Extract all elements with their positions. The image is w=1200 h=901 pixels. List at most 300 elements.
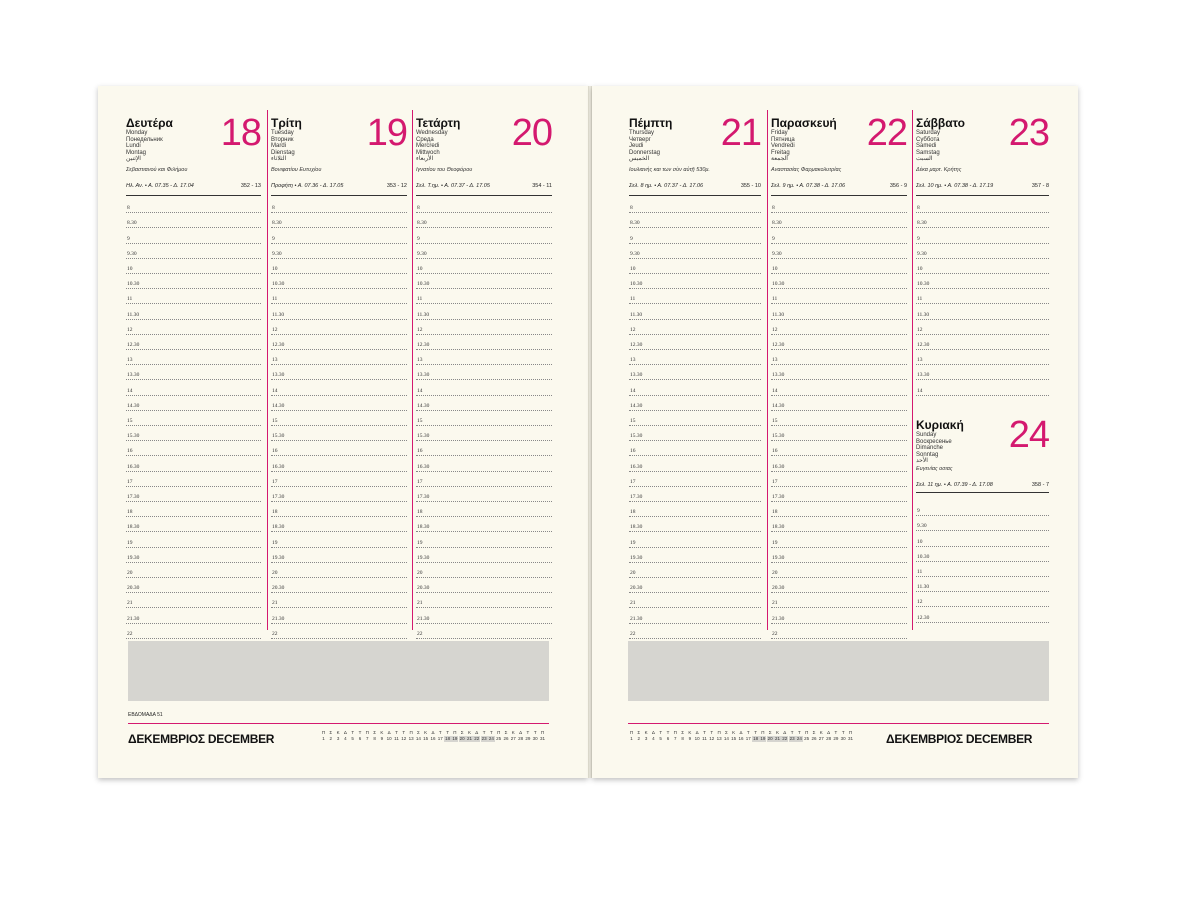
header-rule bbox=[271, 195, 407, 196]
day-translation: Среда bbox=[416, 136, 434, 143]
mini-calendar-date: 18 bbox=[445, 736, 451, 741]
hour-row bbox=[126, 623, 261, 639]
hour-label: 21.30 bbox=[417, 615, 430, 622]
hour-row bbox=[126, 395, 261, 411]
mini-calendar-weekday: Σ bbox=[329, 730, 333, 735]
hour-row bbox=[916, 576, 1049, 592]
hour-row bbox=[126, 212, 261, 228]
mini-calendar-date: 6 bbox=[358, 736, 362, 741]
hour-row bbox=[126, 379, 261, 395]
hour-row bbox=[416, 288, 552, 304]
hour-label: 14 bbox=[917, 387, 923, 394]
hour-row bbox=[771, 471, 907, 487]
hour-row bbox=[271, 379, 407, 395]
hour-label: 15.30 bbox=[272, 433, 285, 440]
mini-calendar-weekday: Σ bbox=[416, 730, 420, 735]
day-translation: Sonntag bbox=[916, 451, 939, 458]
day-translation: الثلاثاء bbox=[271, 156, 287, 162]
hour-label: 16 bbox=[772, 448, 778, 455]
hour-label: 17.30 bbox=[272, 493, 285, 500]
hour-row bbox=[416, 471, 552, 487]
mini-calendar-date: 8 bbox=[681, 736, 684, 741]
day-of-year: 354 - 11 bbox=[532, 183, 552, 189]
mini-calendar-date: 11 bbox=[702, 736, 707, 741]
hour-label: 14.30 bbox=[417, 402, 430, 409]
hour-label: 16.30 bbox=[630, 463, 643, 470]
hour-row bbox=[916, 349, 1049, 365]
mini-calendar-date: 25 bbox=[804, 736, 810, 741]
mini-calendar-date: 26 bbox=[503, 736, 509, 741]
day-translation: Суббота bbox=[916, 136, 940, 143]
mini-calendar-date: 12 bbox=[401, 736, 407, 741]
hour-row bbox=[271, 547, 407, 563]
hour-row bbox=[126, 547, 261, 563]
mini-calendar-weekday: Τ bbox=[754, 730, 757, 735]
day-number: 19 bbox=[366, 112, 407, 154]
hour-label: 16 bbox=[272, 448, 278, 455]
mini-calendar-date: 23 bbox=[481, 736, 487, 741]
hour-label: 13 bbox=[917, 357, 923, 364]
day-translation: Freitag bbox=[771, 149, 790, 156]
hour-label: 19.30 bbox=[417, 554, 430, 561]
hour-row bbox=[629, 471, 761, 487]
hour-row bbox=[271, 395, 407, 411]
hour-row bbox=[771, 577, 907, 593]
mini-calendar-date: 2 bbox=[329, 736, 333, 741]
hour-row bbox=[416, 425, 552, 441]
mini-calendar-weekday: Π bbox=[540, 730, 545, 735]
hour-row bbox=[271, 577, 407, 593]
hour-label: 12.30 bbox=[917, 341, 930, 348]
mini-calendar-date: 1 bbox=[630, 736, 633, 741]
day-translation: Dienstag bbox=[271, 149, 295, 156]
day-number: 21 bbox=[720, 112, 761, 154]
hour-label: 21 bbox=[772, 600, 778, 607]
hour-row bbox=[771, 410, 907, 426]
hour-row bbox=[126, 364, 261, 380]
hour-row bbox=[771, 319, 907, 335]
hour-label: 17 bbox=[417, 478, 423, 485]
hour-label: 8 bbox=[630, 205, 633, 212]
hour-label: 10.30 bbox=[417, 281, 430, 288]
day-translation: Jeudi bbox=[629, 143, 644, 149]
hour-row bbox=[916, 500, 1049, 516]
day-translation: الخميس bbox=[629, 156, 650, 162]
hour-label: 8.30 bbox=[630, 220, 640, 227]
hour-row bbox=[271, 349, 407, 365]
hour-row bbox=[271, 227, 407, 243]
mini-calendar-weekday: Σ bbox=[724, 730, 728, 735]
day-column bbox=[412, 110, 556, 637]
hour-row bbox=[126, 562, 261, 578]
hour-label: 14 bbox=[772, 387, 778, 394]
hour-row bbox=[126, 577, 261, 593]
hour-row bbox=[629, 212, 761, 228]
day-number: 23 bbox=[1008, 112, 1049, 154]
day-number: 24 bbox=[1008, 414, 1049, 456]
hour-label: 19.30 bbox=[630, 554, 643, 561]
hour-row bbox=[126, 349, 261, 365]
mini-calendar-date: 16 bbox=[738, 736, 744, 741]
hour-row bbox=[126, 303, 261, 319]
hour-label: 14 bbox=[127, 387, 133, 394]
hour-label: 13 bbox=[272, 357, 278, 364]
hour-row bbox=[771, 212, 907, 228]
sunrise-sunset: Σελ. 11 ημ. • Α. 07.39 - Δ. 17.08 bbox=[916, 482, 993, 488]
hour-label: 18 bbox=[417, 509, 423, 516]
day-name-translations bbox=[916, 432, 952, 465]
hour-label: 20 bbox=[272, 569, 278, 576]
hour-label: 12.30 bbox=[772, 341, 785, 348]
mini-calendar-weekday: Τ bbox=[490, 730, 493, 735]
hour-label: 10 bbox=[917, 538, 923, 545]
hour-row bbox=[271, 364, 407, 380]
hour-row bbox=[416, 547, 552, 563]
hour-row bbox=[916, 606, 1049, 622]
hour-row bbox=[416, 410, 552, 426]
mini-calendar-weekday: Τ bbox=[710, 730, 714, 735]
day-name: Παρασκευή bbox=[771, 116, 837, 130]
mini-calendar-date: 20 bbox=[459, 736, 465, 741]
name-day-saint: Σεβαστιανού και Φιλήμου bbox=[126, 167, 188, 173]
day-name-translations bbox=[771, 130, 795, 163]
day-translation: Mittwoch bbox=[416, 149, 440, 156]
mini-calendar-weekday: Κ bbox=[380, 730, 384, 735]
day-of-year: 357 - 8 bbox=[1031, 183, 1049, 189]
hour-row bbox=[771, 501, 907, 517]
hour-row bbox=[271, 592, 407, 608]
mini-calendar-weekday: Τ bbox=[482, 730, 486, 735]
mini-calendar-date: 31 bbox=[847, 736, 853, 741]
hour-row bbox=[416, 623, 552, 639]
hour-label: 9.30 bbox=[272, 250, 282, 257]
mini-calendar-date: 4 bbox=[344, 736, 347, 741]
hour-label: 10 bbox=[917, 265, 923, 272]
hour-row bbox=[629, 531, 761, 547]
day-column bbox=[767, 110, 911, 637]
hour-label: 15.30 bbox=[127, 433, 140, 440]
mini-calendar-date: 27 bbox=[510, 736, 516, 741]
day-translation: Donnerstag bbox=[629, 149, 661, 156]
mini-calendar-weekday: Τ bbox=[402, 730, 406, 735]
hour-label: 8 bbox=[772, 205, 775, 212]
hour-row bbox=[416, 455, 552, 471]
mini-calendar-weekday: Δ bbox=[695, 730, 699, 735]
name-day-saint: Βονιφατίου Ευτυχίου bbox=[271, 167, 322, 173]
hour-row bbox=[629, 319, 761, 335]
hour-label: 14 bbox=[272, 387, 278, 394]
day-name-translations bbox=[629, 130, 660, 163]
hour-label: 16.30 bbox=[272, 463, 285, 470]
mini-calendar-weekday: Δ bbox=[387, 730, 391, 735]
hour-label: 17.30 bbox=[630, 493, 643, 500]
hour-label: 13.30 bbox=[630, 372, 643, 379]
left-page bbox=[98, 86, 588, 778]
hour-label: 11.30 bbox=[417, 311, 430, 318]
hour-label: 9 bbox=[272, 235, 275, 242]
day-translation: Понедельник bbox=[126, 136, 163, 143]
day-translation: Samstag bbox=[916, 149, 940, 156]
hour-label: 21.30 bbox=[772, 615, 785, 622]
mini-calendar-date: 21 bbox=[774, 736, 780, 741]
hour-label: 11 bbox=[127, 296, 133, 303]
header-rule bbox=[916, 492, 1049, 493]
hour-row bbox=[126, 425, 261, 441]
mini-calendar-date: 17 bbox=[437, 736, 443, 741]
day-translation: Четверг bbox=[629, 136, 651, 143]
hour-row bbox=[271, 319, 407, 335]
hour-label: 18 bbox=[272, 509, 278, 516]
hour-row bbox=[629, 501, 761, 517]
hour-row bbox=[629, 486, 761, 502]
hour-row bbox=[271, 425, 407, 441]
hour-label: 20.30 bbox=[272, 585, 285, 592]
hour-label: 15 bbox=[272, 417, 278, 424]
hour-row bbox=[126, 258, 261, 274]
mini-calendar-weekday: Κ bbox=[424, 730, 428, 735]
day-name-translations bbox=[271, 130, 295, 163]
day-translation: Friday bbox=[771, 130, 788, 136]
mini-calendar-weekday: Κ bbox=[644, 730, 648, 735]
name-day-saint: Δέκα μαρτ. Κρήτης bbox=[916, 167, 962, 173]
hour-row bbox=[271, 212, 407, 228]
hour-label: 15 bbox=[127, 417, 133, 424]
hour-row bbox=[126, 440, 261, 456]
mini-calendar-date: 10 bbox=[694, 736, 700, 741]
mini-calendar-weekday: Π bbox=[717, 730, 721, 735]
hour-row bbox=[271, 501, 407, 517]
hour-row bbox=[916, 288, 1049, 304]
hour-row bbox=[271, 334, 407, 350]
hour-label: 11 bbox=[272, 296, 278, 303]
header-rule bbox=[771, 195, 907, 196]
day-translation: Vendredi bbox=[771, 143, 795, 149]
hour-row bbox=[771, 455, 907, 471]
mini-calendar-date: 10 bbox=[386, 736, 392, 741]
hour-row bbox=[416, 562, 552, 578]
hour-label: 12 bbox=[417, 326, 423, 333]
hour-label: 9.30 bbox=[630, 250, 640, 257]
hour-row bbox=[916, 561, 1049, 577]
mini-calendar-date: 2 bbox=[637, 736, 641, 741]
hour-row bbox=[771, 531, 907, 547]
hour-row bbox=[771, 547, 907, 563]
mini-calendar-weekday: Δ bbox=[519, 730, 523, 735]
hour-row bbox=[416, 243, 552, 259]
hour-label: 22 bbox=[127, 630, 133, 637]
hour-label: 9 bbox=[772, 235, 775, 242]
hour-row bbox=[629, 273, 761, 289]
day-column bbox=[626, 110, 765, 637]
mini-calendar-date: 1 bbox=[322, 736, 325, 741]
mini-calendar-weekday: Κ bbox=[819, 730, 823, 735]
hour-label: 22 bbox=[630, 630, 636, 637]
mini-calendar-date: 7 bbox=[674, 736, 677, 741]
hour-row bbox=[771, 243, 907, 259]
hour-label: 9 bbox=[917, 235, 920, 242]
hour-label: 19 bbox=[127, 539, 133, 546]
hour-label: 9.30 bbox=[417, 250, 427, 257]
day-translation: Mardi bbox=[271, 143, 287, 149]
mini-calendar-weekday: Π bbox=[761, 730, 765, 735]
hour-label: 20.30 bbox=[630, 585, 643, 592]
day-name: Πέμπτη bbox=[629, 116, 673, 130]
hour-label: 12.30 bbox=[127, 341, 140, 348]
mini-calendar-date: 31 bbox=[539, 736, 545, 741]
day-translation: Samedi bbox=[916, 143, 937, 149]
name-day-saint: Ιγνατίου του Θεοφόρου bbox=[416, 167, 473, 173]
hour-row bbox=[916, 258, 1049, 274]
hour-label: 16 bbox=[417, 448, 423, 455]
mini-calendar-date: 29 bbox=[525, 736, 531, 741]
hour-row bbox=[916, 243, 1049, 259]
mini-calendar-weekday: Κ bbox=[467, 730, 471, 735]
hour-label: 11 bbox=[630, 296, 636, 303]
hour-label: 15.30 bbox=[772, 433, 785, 440]
hour-row bbox=[271, 258, 407, 274]
mini-calendar-weekday: Σ bbox=[768, 730, 772, 735]
hour-row bbox=[126, 288, 261, 304]
header-rule bbox=[916, 195, 1049, 196]
hour-row bbox=[629, 395, 761, 411]
name-day-saint: Ιουλιανής και των σὺν αὐτῇ 530μ. bbox=[629, 167, 710, 173]
hour-label: 13.30 bbox=[772, 372, 785, 379]
hour-row bbox=[416, 592, 552, 608]
hour-row bbox=[416, 395, 552, 411]
mini-calendar-date: 15 bbox=[423, 736, 429, 741]
mini-calendar-date: 9 bbox=[380, 736, 384, 741]
hour-label: 18 bbox=[127, 509, 133, 516]
hour-row bbox=[629, 410, 761, 426]
mini-calendar-date: 27 bbox=[818, 736, 824, 741]
hour-row bbox=[771, 349, 907, 365]
hour-row bbox=[271, 531, 407, 547]
hour-label: 9 bbox=[917, 508, 920, 515]
hour-row bbox=[416, 258, 552, 274]
hour-row bbox=[771, 303, 907, 319]
hour-row bbox=[271, 455, 407, 471]
sunrise-sunset: Σελ. Τ.ημ. • Α. 07.37 - Δ. 17.05 bbox=[416, 183, 490, 189]
hour-label: 20 bbox=[630, 569, 636, 576]
day-translation: الأحد bbox=[916, 458, 928, 464]
hour-row bbox=[416, 364, 552, 380]
mini-calendar-weekday: Τ bbox=[358, 730, 362, 735]
day-translation: الجمعة bbox=[771, 156, 788, 162]
hour-row bbox=[416, 334, 552, 350]
hour-label: 14.30 bbox=[272, 402, 285, 409]
hour-row bbox=[771, 516, 907, 532]
hour-label: 21 bbox=[417, 600, 423, 607]
hour-label: 18 bbox=[772, 509, 778, 516]
hour-row bbox=[771, 440, 907, 456]
day-translation: السبت bbox=[916, 156, 933, 162]
hour-label: 10.30 bbox=[917, 553, 930, 560]
hour-label: 11 bbox=[417, 296, 423, 303]
hour-row bbox=[629, 440, 761, 456]
mini-calendar-weekday: Σ bbox=[504, 730, 508, 735]
mini-calendar-date: 25 bbox=[496, 736, 502, 741]
mini-calendar-date: 20 bbox=[767, 736, 773, 741]
hour-label: 11 bbox=[772, 296, 778, 303]
hour-label: 13 bbox=[127, 357, 133, 364]
hour-label: 11.30 bbox=[917, 584, 930, 591]
hour-row bbox=[916, 379, 1049, 395]
hour-label: 15 bbox=[417, 417, 423, 424]
hour-label: 10.30 bbox=[127, 281, 140, 288]
mini-calendar-date: 23 bbox=[789, 736, 795, 741]
hour-label: 11.30 bbox=[917, 311, 930, 318]
hour-label: 11.30 bbox=[772, 311, 785, 318]
sunday-block bbox=[913, 412, 1053, 630]
hour-label: 17.30 bbox=[127, 493, 140, 500]
hour-label: 16.30 bbox=[417, 463, 430, 470]
hour-row bbox=[416, 577, 552, 593]
hour-row bbox=[126, 243, 261, 259]
hour-row bbox=[771, 607, 907, 623]
hour-label: 19 bbox=[772, 539, 778, 546]
hour-label: 15.30 bbox=[630, 433, 643, 440]
hour-label: 19.30 bbox=[272, 554, 285, 561]
hour-row bbox=[126, 607, 261, 623]
hour-row bbox=[126, 334, 261, 350]
hour-row bbox=[416, 197, 552, 213]
mini-calendar-weekday: Τ bbox=[790, 730, 794, 735]
hour-row bbox=[629, 288, 761, 304]
hour-row bbox=[416, 531, 552, 547]
hour-label: 9.30 bbox=[917, 523, 927, 530]
hour-row bbox=[629, 243, 761, 259]
month-label: ΔΕΚΕΜΒΡΙΟΣ DECEMBER bbox=[128, 732, 275, 746]
hour-label: 18.30 bbox=[630, 524, 643, 531]
day-column bbox=[267, 110, 411, 637]
sunrise-sunset: Ηλ. Αν. • Α. 07.35 - Δ. 17.04 bbox=[126, 183, 194, 189]
hour-row bbox=[126, 273, 261, 289]
hour-label: 14 bbox=[417, 387, 423, 394]
hour-label: 17.30 bbox=[417, 493, 430, 500]
hour-row bbox=[416, 212, 552, 228]
hour-row bbox=[416, 349, 552, 365]
hour-label: 10 bbox=[772, 265, 778, 272]
day-translation: Вторник bbox=[271, 136, 294, 143]
day-of-year: 358 - 7 bbox=[1031, 482, 1049, 488]
hour-row bbox=[771, 227, 907, 243]
hour-label: 14.30 bbox=[772, 402, 785, 409]
mini-calendar-date: 13 bbox=[716, 736, 722, 741]
hour-label: 20 bbox=[127, 569, 133, 576]
day-translation: Sunday bbox=[916, 432, 937, 438]
footer-rule bbox=[628, 723, 1049, 724]
mini-calendar-weekday: Τ bbox=[438, 730, 442, 735]
mini-calendar-date: 12 bbox=[709, 736, 715, 741]
hour-label: 20.30 bbox=[127, 585, 140, 592]
mini-calendar-date: 29 bbox=[833, 736, 839, 741]
mini-calendar-date: 14 bbox=[415, 736, 421, 741]
hour-row bbox=[126, 197, 261, 213]
hour-row bbox=[271, 607, 407, 623]
mini-calendar-weekday: Σ bbox=[460, 730, 464, 735]
day-translation: الأربعاء bbox=[416, 156, 434, 162]
hour-label: 17 bbox=[272, 478, 278, 485]
mini-calendar-weekday: Δ bbox=[739, 730, 743, 735]
mini-calendar-date: 17 bbox=[745, 736, 751, 741]
hour-row bbox=[416, 516, 552, 532]
hour-row bbox=[916, 515, 1049, 531]
hour-row bbox=[916, 546, 1049, 562]
hour-row bbox=[416, 379, 552, 395]
mini-calendar-date: 15 bbox=[731, 736, 737, 741]
hour-label: 12.30 bbox=[630, 341, 643, 348]
hour-row bbox=[771, 486, 907, 502]
